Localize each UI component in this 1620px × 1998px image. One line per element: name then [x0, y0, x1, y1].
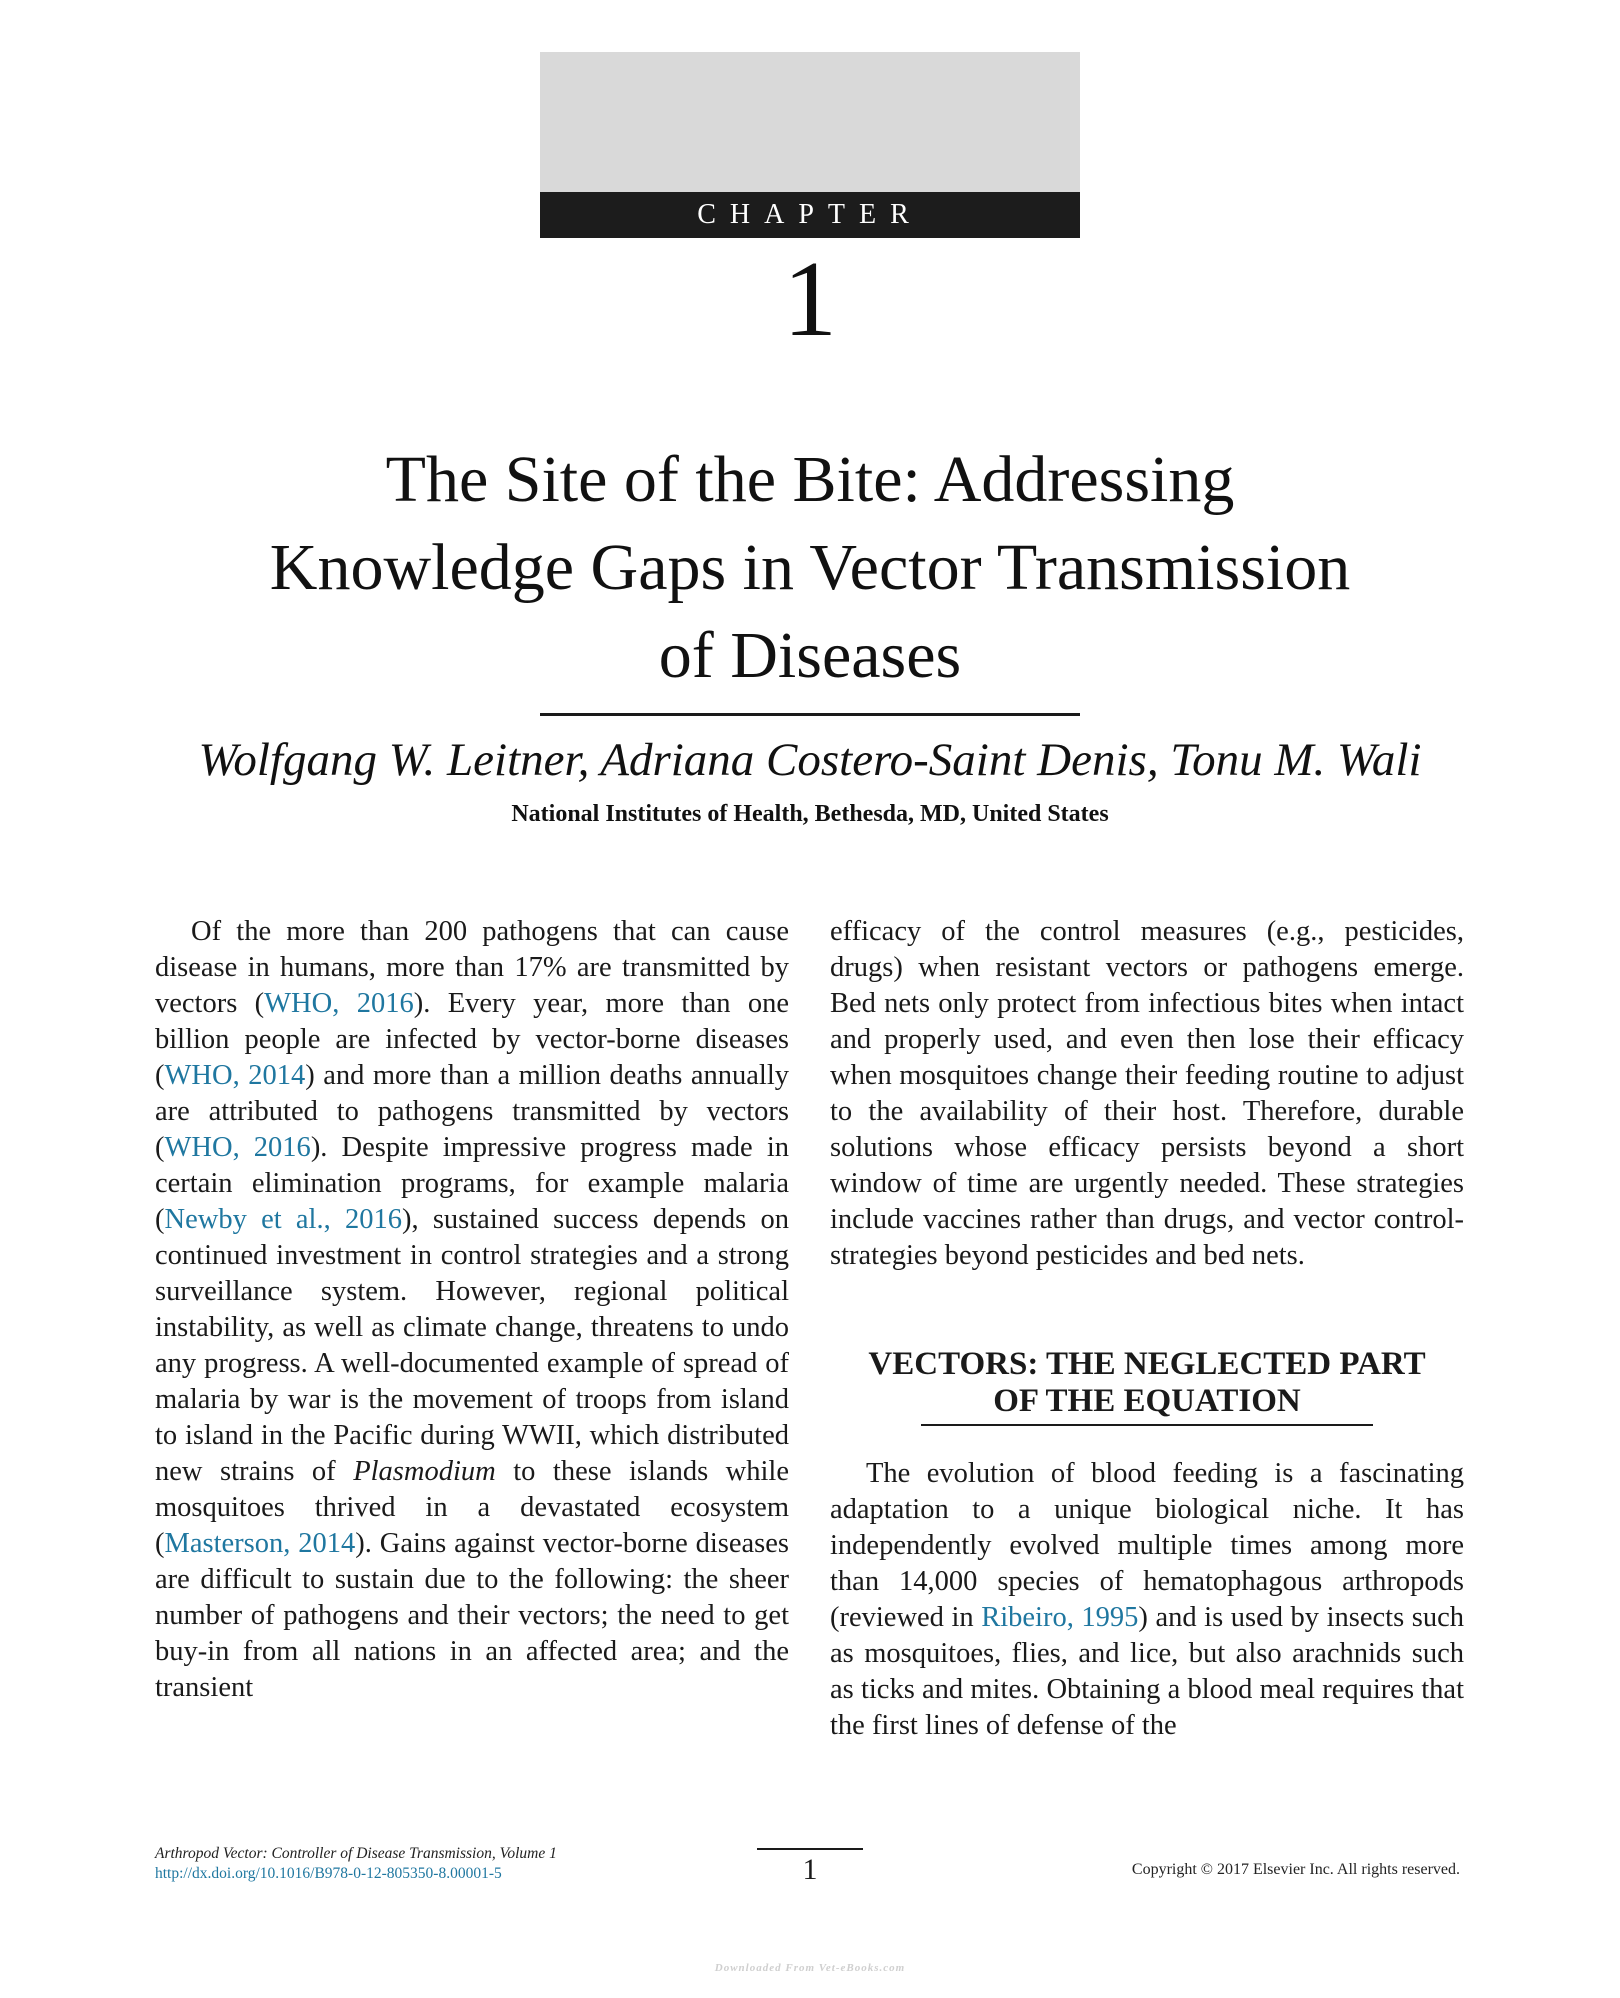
chapter-header-block [540, 52, 1080, 192]
text-run: to these islands while mosquitoes thrived in a devastated ecosystem ( [155, 1456, 789, 1559]
chapter-label: CHAPTER [540, 192, 1080, 238]
section-heading-line-1: VECTORS: THE NEGLECTED PART [868, 1346, 1426, 1382]
paragraph-blood-feeding [830, 1456, 1464, 1744]
citation-link[interactable]: WHO, 2016 [264, 988, 414, 1019]
watermark: Downloaded From Vet-eBooks.com [714, 1962, 906, 1974]
text-run: ) and more than a million deaths annually are attributed to pathogens transmitted by vectors ( [155, 1060, 789, 1163]
page-number: 1 [802, 1853, 818, 1886]
section-heading [830, 1346, 1464, 1420]
italic-term: Plasmodium [353, 1456, 496, 1487]
title-rule [540, 713, 1080, 716]
chapter-title [120, 436, 1500, 700]
body-column-right [830, 914, 1464, 1744]
affiliation: National Institutes of Health, Bethesda, MD, United States [511, 801, 1109, 827]
body-column-left [155, 914, 789, 1706]
footer-left [155, 1844, 557, 1884]
text-run: ) and is used by insects such as mosquitoes, flies, and lice, but also arachnids such as ticks and mites. Obtaining a blood meal requires that the first lines of defense of the [830, 1602, 1464, 1741]
page-number-rule [757, 1848, 863, 1850]
text-run: Of the more than 200 pathogens that can cause disease in humans, more than 17% are transmitted by vectors ( [155, 916, 789, 1019]
text-run: ), sustained success depends on continued investment in control strategies and a strong surveillance system. However, regional political instability, as well as climate change, threatens to undo any progress. A well-documented example of spread of malaria by war is the movement of troops from island to island in the Pacific during WWII, which distributed new strains of [155, 1204, 789, 1487]
paragraph-intro [155, 914, 789, 1706]
section-heading-line-2: OF THE EQUATION [993, 1383, 1301, 1419]
authors: Wolfgang W. Leitner, Adriana Costero-Saint Denis, Tonu M. Wali [198, 734, 1422, 786]
journal-title: Arthropod Vector: Controller of Disease Transmission, Volume 1 [155, 1845, 557, 1862]
citation-link[interactable]: WHO, 2016 [164, 1132, 311, 1163]
copyright-notice: Copyright © 2017 Elsevier Inc. All rights reserved. [1131, 1861, 1460, 1878]
text-run: The evolution of blood feeding is a fascinating adaptation to a unique biological niche. It has independently evolved multiple times among more than 14,000 species of hematophagous arthropods (reviewed in [830, 1458, 1464, 1633]
paragraph-continued: efficacy of the control measures (e.g., pesticides, drugs) when resistant vectors or pathogens emerge. Bed nets only protect from infectious bites when intact and properly used, and even then lose their efficacy when mosquitoes change their feeding routine to adjust to the availability of their host. Therefore, durable solutions whose efficacy persists beyond a short window of time are urgently needed. These strategies include vaccines rather than drugs, and vector control-strategies beyond pesticides and bed nets. [830, 916, 1464, 1271]
section-rule [921, 1424, 1373, 1426]
title-line-2: Knowledge Gaps in Vector Transmission [269, 531, 1351, 604]
title-line-1: The Site of the Bite: Addressing [385, 443, 1235, 516]
citation-link[interactable]: Ribeiro, 1995 [981, 1602, 1139, 1633]
citation-link[interactable]: Masterson, 2014 [164, 1528, 356, 1559]
chapter-number: 1 [783, 240, 837, 359]
citation-link[interactable]: Newby et al., 2016 [164, 1204, 402, 1235]
text-run: ). Despite impressive progress made in certain elimination programs, for example malaria ( [155, 1132, 789, 1235]
doi-link[interactable]: http://dx.doi.org/10.1016/B978-0-12-805350-8.00001-5 [155, 1865, 502, 1882]
title-line-3: of Diseases [658, 619, 962, 692]
text-run: ). Every year, more than one billion people are infected by vector-borne diseases ( [155, 988, 789, 1091]
citation-link[interactable]: WHO, 2014 [164, 1060, 306, 1091]
text-run: ). Gains against vector-borne diseases are difficult to sustain due to the following: the sheer number of pathogens and their vectors; the need to get buy-in from all nations in an affected area; and the transient [155, 1528, 790, 1703]
